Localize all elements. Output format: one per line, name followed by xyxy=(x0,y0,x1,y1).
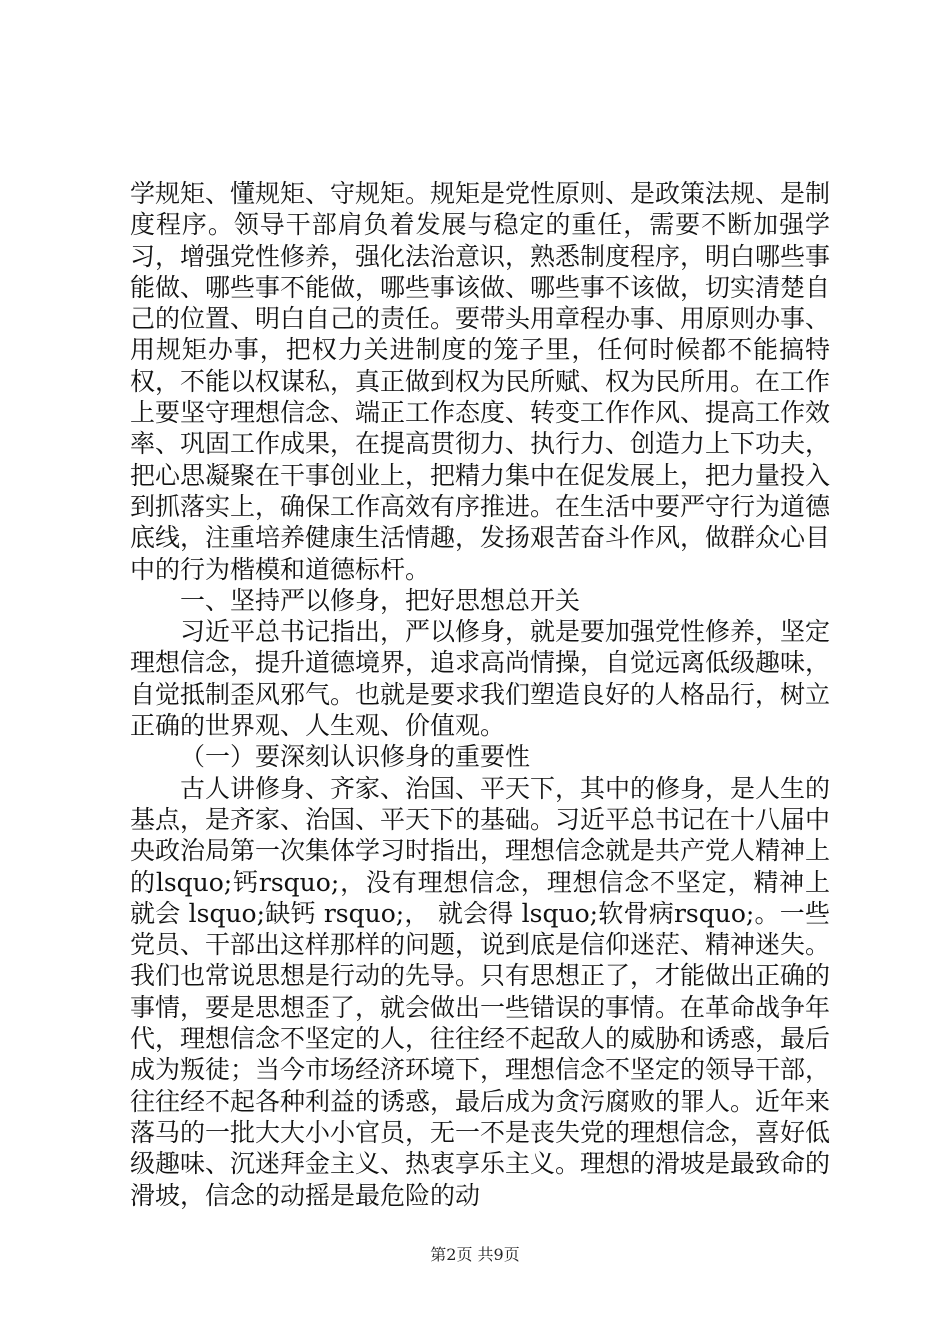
paragraph-rules: 学规矩、懂规矩、守规矩。规矩是党性原则、是政策法规、是制度程序。领导干部肩负着发展与稳定的重任，需要不断加强学习，增强党性修养，强化法治意识，熟悉制度程序，明白哪些事能做、哪些事不能做，哪些事该做、哪些事不该做，切实清楚自己的位置、明白自己的责任。要带头用章程办事、用原则办事、用规矩办事，把权力关进制度的笼子里，任何时候都不能搞特权，不能以权谋私，真正做到权为民所赋、权为民所用。在工作上要坚守理想信念、端正工作态度、转变工作作风、提高工作效率、巩固工作成果，在提高贯彻力、执行力、创造力上下功夫，把心思凝聚在干事创业上，把精力集中在促发展上，把力量投入到抓落实上，确保工作高效有序推进。在生活中要严守行为道德底线，注重培养健康生活情趣，发扬艰苦奋斗作风，做群众心目中的行为楷模和道德标杆。 xyxy=(130,179,831,584)
subsection-heading-1: （一）要深刻认识修身的重要性 xyxy=(180,742,531,772)
page-number-footer: 第2页 共9页 xyxy=(430,1245,520,1264)
paragraph-importance: 古人讲修身、齐家、治国、平天下，其中的修身，是人生的基点，是齐家、治国、平天下的基础。习近平总书记在十八届中央政治局第一次集体学习时指出，理想信念就是共产党人精神上的lsquo;钙rsquo;，没有理想信念，理想信念不坚定，精神上就会 lsquo;缺钙 rsquo;， 就会得 lsquo;软骨病rsquo;。一些党员、干部出这样那样的问题，说到底是信仰迷茫、精神迷失。我们也常说思想是行动的先导。只有思想正了，才能做出正确的事情，要是思想歪了，就会做出一些错误的事情。在革命战争年代，理想信念不坚定的人，往往经不起敌人的威胁和诱惑，最后成为叛徒；当今市场经济环境下，理想信念不坚定的领导干部，往往经不起各种利益的诱惑，最后成为贪污腐败的罪人。近年来落马的一批大大小小官员，无一不是丧失党的理想信念，喜好低级趣味、沉迷拜金主义、热衷享乐主义。理想的滑坡是最致命的滑坡，信念的动摇是最危险的动 xyxy=(130,773,831,1210)
section-heading-1: 一、坚持严以修身，把好思想总开关 xyxy=(180,585,581,615)
document-body xyxy=(130,178,830,1211)
paragraph-self-cultivation: 习近平总书记指出，严以修身，就是要加强党性修养，坚定理想信念，提升道德境界，追求高尚情操，自觉远离低级趣味，自觉抵制歪风邪气。也就是要求我们塑造良好的人格品行，树立正确的世界观、人生观、价值观。 xyxy=(130,617,831,741)
